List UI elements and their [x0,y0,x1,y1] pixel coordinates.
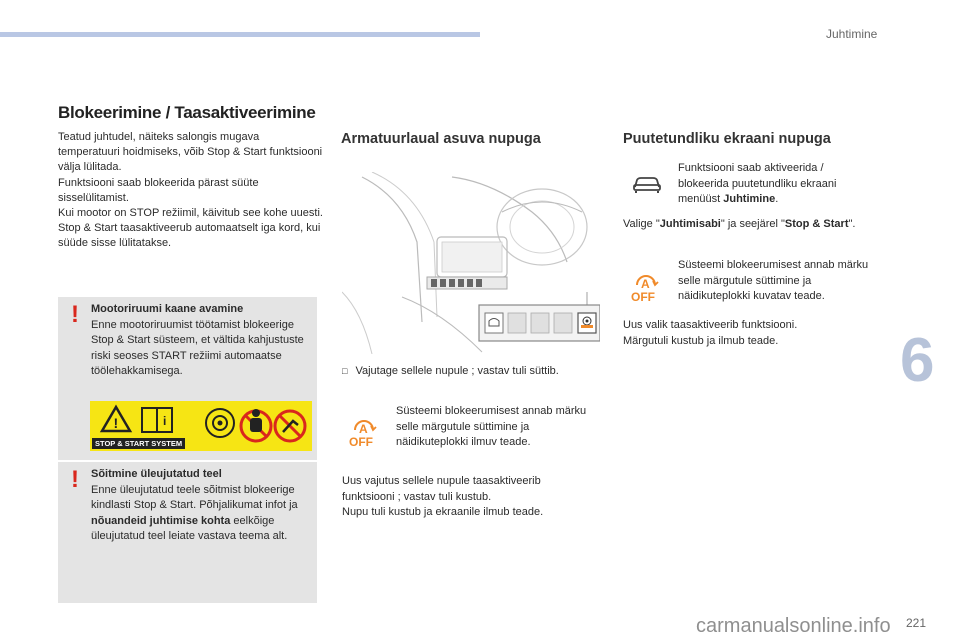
intro-line: Kui mootor on STOP režiimil, käivitub see kohe uuesti. [58,207,323,220]
bold-text: Juhtimine [723,193,776,205]
exclamation-icon: ! [71,301,79,328]
dashboard-drawing [342,172,600,354]
exclamation-icon: ! [71,466,79,493]
a-off-letter: A [641,277,650,291]
paragraph: Uus valik taasaktiveerib funktsiooni. [623,319,798,331]
stop-start-sticker-image [90,401,312,451]
text: ". [848,218,856,230]
text: Funktsiooni saab aktiveerida / blokeerida puutetundliku ekraani menüüst [678,162,837,205]
chapter-header: Juhtimine [826,27,878,41]
car-icon [632,174,662,199]
touchscreen-text [678,161,870,208]
a-off-indicator-icon [347,413,381,447]
page-title: Blokeerimine / Taasaktiveerimine [58,103,316,122]
dashboard-illustration [342,172,600,354]
right-indicator-text: Süsteemi blokeerumisest annab märku selle märgutule süttimine ja näidikuteplokki kuvatav teade. [678,259,869,302]
left-indicator-text: Süsteemi blokeerumisest annab märku selle märgutule süttimine ja näidikuteplokki ilmuv teade. [396,405,587,448]
paragraph: Nupu tuli kustub ja ekraanile ilmub teade. [342,506,544,518]
warning-body: Enne üleujutatud teele sõitmist blokeerige kindlasti Stop & Start. Põhjalikumat infot ja [91,483,298,511]
warning-title: Mootoriruumi kaane avamine [91,303,244,315]
intro-line: Funktsiooni saab blokeerida pärast süüte sisselülitamist. [58,176,259,204]
menu-selection-text [623,217,863,233]
chapter-number: 6 [900,326,935,395]
sticker-label: STOP & START SYSTEM [92,438,185,449]
text: " ja seejärel " [720,218,785,230]
top-accent-bar [0,32,480,37]
left-reactivation-text [342,474,592,521]
warning-title: Sõitmine üleujutatud teel [91,468,222,480]
paragraph: Uus vajutus sellele nupule taasaktiveerib funktsiooni ; vastav tuli kustub. [342,475,541,503]
intro-text [58,130,323,252]
watermark: carmanualsonline.info [696,615,891,637]
warning-text [91,467,311,545]
section-title-dashboard-button: Armatuurlaual asuva nupuga [341,131,541,147]
paragraph: Märgutuli kustub ja ilmub teade. [623,334,779,347]
warning-body: Enne mootoriruumist töötamist blokeerige Stop & Start süsteem, et vältida kahjustuste riski seoses START režiimi automaatse töölehakkamisega. [91,318,304,377]
text: . [775,193,779,205]
step-text: Vajutage sellele nupule ; vastav tuli süttib. [355,365,559,377]
page-number: 221 [906,616,927,630]
a-off-word: OFF [631,290,655,302]
text: Valige " [623,218,660,230]
warning-box-engine-hood [58,297,317,460]
bullet-marker-icon: □ [342,366,348,376]
warning-box-flooded-road [58,462,317,603]
warning-body: eelkõige üleujutatud teel leiate vastava teema alt. [91,514,288,542]
section-title-touchscreen: Puutetundliku ekraani nupuga [623,131,831,147]
bold-text: Juhtimisabi [659,218,721,230]
a-off-indicator-icon [629,268,663,302]
right-reactivation-text [623,318,873,349]
step-instruction [342,364,607,380]
a-off-letter: A [359,422,368,436]
a-off-word: OFF [349,435,373,447]
bold-text: Stop & Start [784,218,849,230]
intro-line: Stop & Start taasaktiveerub automaatselt iga kord, kui süüde sisse lülitatakse. [58,222,321,250]
intro-line: Teatud juhtudel, näiteks salongis mugava temperatuuri hoidmiseks, võib Stop & Start funktsiooni välja lülitada. [58,131,323,174]
warning-body-bold: nõuandeid juhtimise kohta [91,514,231,527]
warning-text [91,302,311,380]
svg-text:i: i [163,414,167,428]
svg-text:!: ! [113,415,119,431]
